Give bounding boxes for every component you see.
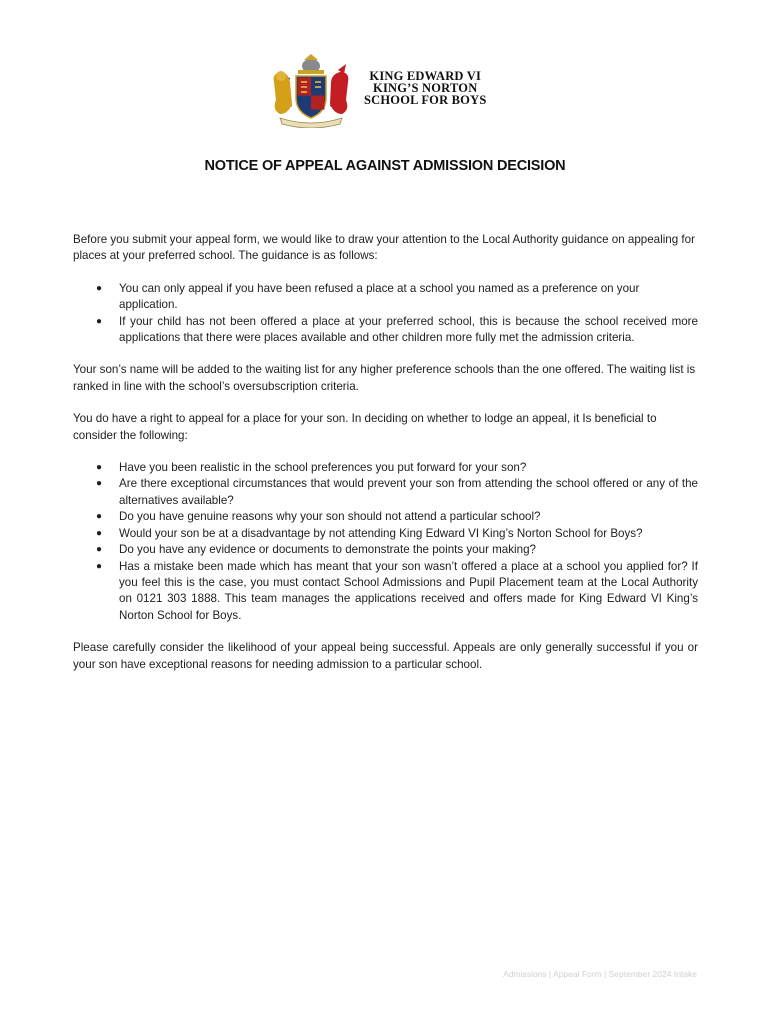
consideration-item-3: Do you have genuine reasons why your son should not attend a particular school?	[119, 510, 541, 524]
guidance-item-2: If your child has not been offered a place at your preferred school, this is because the school received more applications that there were places available and other children more fully met the admission criteria.	[119, 314, 698, 345]
considerations-list	[73, 460, 698, 624]
school-name-line-3: SCHOOL FOR BOYS	[364, 93, 487, 107]
school-header	[268, 52, 508, 132]
list-item: ● Would your son be at a disadvantage by not attending King Edward VI King’s Norton School for Boys?	[96, 526, 643, 540]
school-name-line-1: KING EDWARD VI	[369, 69, 482, 83]
document-title: NOTICE OF APPEAL AGAINST ADMISSION DECISION	[204, 158, 566, 174]
school-crest-icon	[268, 52, 354, 128]
consideration-item-6: Has a mistake been made which has meant that your son wasn’t offered a place at a school you applied for? If you feel this is the case, you must contact School Admissions and Pupil Placement team at the Local Authority on 0121 303 1888. This team manages the applications received and offers made for King Edward VI King’s Norton School for Boys.	[119, 559, 698, 622]
guidance-list	[73, 281, 698, 347]
consideration-item-4: Would your son be at a disadvantage by not attending King Edward VI King’s Norton School for Boys?	[119, 526, 643, 540]
school-name-line-2: KING’S NORTON	[373, 81, 478, 95]
page-footer: Admissions | Appeal Form | September 2024 Intake	[503, 969, 697, 979]
consideration-item-2: Are there exceptional circumstances that would prevent your son from attending the school offered or any of the alternatives available?	[119, 477, 698, 507]
waiting-list-paragraph: Your son’s name will be added to the waiting list for any higher preference schools than the one offered. The waiting list is ranked in line with the school’s oversubscription criteria.	[73, 363, 696, 393]
document-body	[73, 232, 698, 689]
list-item: ● You can only appeal if you have been refused a place at a school you named as a preference on your application.	[96, 281, 640, 312]
list-item: ● Are there exceptional circumstances that would prevent your son from attending the school offered or any of the alternatives available?	[96, 477, 698, 507]
right-to-appeal-paragraph: You do have a right to appeal for a place for your son. In deciding on whether to lodge an appeal, it Is beneficial to consider the following:	[73, 412, 657, 442]
guidance-item-1: You can only appeal if you have been refused a place at a school you named as a preference on your application.	[119, 281, 640, 312]
list-item: ● Have you been realistic in the school preferences you put forward for your son?	[96, 461, 527, 475]
list-item: ● Do you have any evidence or documents to demonstrate the points your making?	[96, 543, 536, 557]
list-item: ● If your child has not been offered a place at your preferred school, this is because the school received more applications that there were places available and other children more fully met the admission criteria.	[96, 314, 698, 345]
list-item: ● Do you have genuine reasons why your son should not attend a particular school?	[96, 510, 541, 524]
intro-paragraph: Before you submit your appeal form, we would like to draw your attention to the Local Authority guidance on appealing for places at your preferred school. The guidance is as follows:	[73, 233, 695, 263]
consideration-item-1: Have you been realistic in the school preferences you put forward for your son?	[119, 461, 527, 475]
school-name	[364, 70, 486, 106]
list-item: ● Has a mistake been made which has meant that your son wasn’t offered a place at a school you applied for? If you feel this is the case, you must contact School Admissions and Pupil Placement team at the Local Authority on 0121 303 1888. This team manages the applications received and offers made for King Edward VI King’s Norton School for Boys.	[96, 559, 698, 622]
closing-paragraph: Please carefully consider the likelihood of your appeal being successful. Appeals are only generally successful if you or your son have exceptional reasons for needing admission to a particular school.	[73, 641, 698, 671]
consideration-item-5: Do you have any evidence or documents to demonstrate the points your making?	[119, 543, 536, 557]
